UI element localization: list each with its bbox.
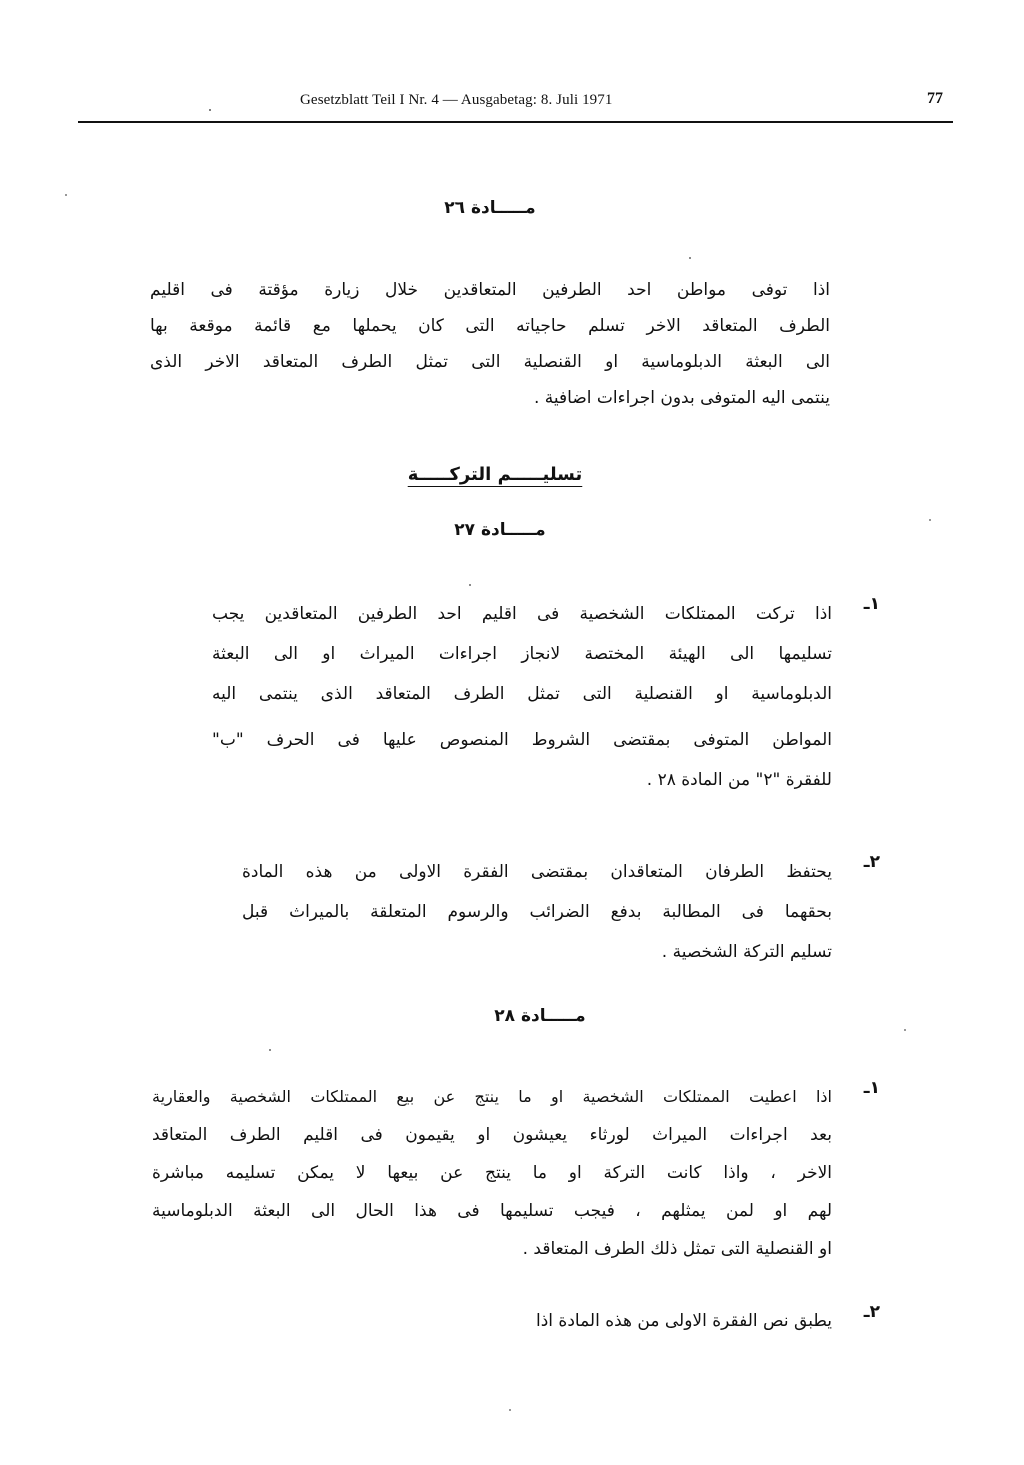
article-27-item-2-line: بحقهما فى المطالبة بدفع الضرائب والرسوم المتعلقة بالميراث قبل (242, 902, 832, 922)
article-27-item-1 (150, 594, 880, 794)
article-27-item-2-line: تسليم التركة الشخصية . (661, 942, 832, 962)
article-27-item-2 (150, 852, 880, 962)
header-rule (78, 121, 953, 123)
article-28-item-1-line: او القنصلية التى تمثل ذلك الطرف المتعاقد . (522, 1239, 832, 1259)
article-26-heading: مـــــادة ٢٦ (444, 198, 536, 218)
article-26-line: ينتمى اليه المتوفى بدون اجراءات اضافية . (533, 388, 830, 408)
item-number: ٢ـ (863, 1302, 880, 1322)
item-number: ١ـ (863, 1078, 880, 1098)
item-number: ٢ـ (863, 852, 880, 872)
article-26-line: اذا توفى مواطن احد الطرفين المتعاقدين خلال زيارة مؤقتة فى اقليم (150, 280, 830, 300)
article-27-item-1-line: اذا تركت الممتلكات الشخصية فى اقليم احد الطرفين المتعاقدين يجب (212, 604, 832, 624)
article-28-item-1-line: الاخر ، واذا كانت التركة او ما ينتج عن بيعها لا يمكن تسليمه مباشرة (152, 1163, 832, 1183)
page-number: 77 (927, 90, 943, 107)
article-28-item-2 (150, 1302, 880, 1342)
running-header: Gesetzblatt Teil I Nr. 4 — Ausgabetag: 8. Juli 1971 (300, 92, 613, 108)
article-27-item-1-line: تسليمها الى الهيئة المختصة لانجاز اجراءات الميراث او الى البعثة (212, 644, 832, 664)
article-27-item-1-line: للفقرة "٢" من المادة ٢٨ . (646, 770, 832, 790)
article-27-item-2-line: يحتفظ الطرفان المتعاقدان بمقتضى الفقرة الاولى من هذه المادة (242, 862, 832, 882)
article-27-item-1-line: الدبلوماسية او القنصلية التى تمثل الطرف المتعاقد الذى ينتمى اليه (212, 684, 832, 704)
article-27-heading: مـــــادة ٢٧ (454, 520, 546, 540)
article-26-line: الطرف المتعاقد الاخر تسلم حاجياته التى كان يحملها مع قائمة موقعة بها (150, 316, 830, 336)
item-number: ١ـ (863, 594, 880, 614)
section-title: تسليـــــم التركـــــة (407, 464, 583, 485)
article-26-body (150, 272, 830, 416)
article-28-item-1-line: لهم او لمن يمثلهم ، فيجب تسليمها فى هذا الحال الى البعثة الدبلوماسية (152, 1201, 832, 1221)
article-28-heading: مـــــادة ٢٨ (494, 1006, 586, 1026)
article-27-item-1-line: المواطن المتوفى بمقتضى الشروط المنصوص عليها فى الحرف "ب" (212, 730, 832, 750)
article-28-item-2-line: يطبق نص الفقرة الاولى من هذه المادة اذا (536, 1311, 832, 1331)
article-26-line: الى البعثة الدبلوماسية او القنصلية التى تمثل الطرف المتعاقد الاخر الذى (150, 352, 830, 372)
article-28-item-1 (150, 1078, 880, 1278)
article-28-item-1-line: بعد اجراءات الميراث لورثاء يعيشون او يقيمون فى اقليم الطرف المتعاقد (152, 1125, 832, 1145)
article-28-item-1-line: اذا اعطيت الممتلكات الشخصية او ما ينتج عن بيع الممتلكات الشخصية والعقارية (152, 1087, 832, 1106)
